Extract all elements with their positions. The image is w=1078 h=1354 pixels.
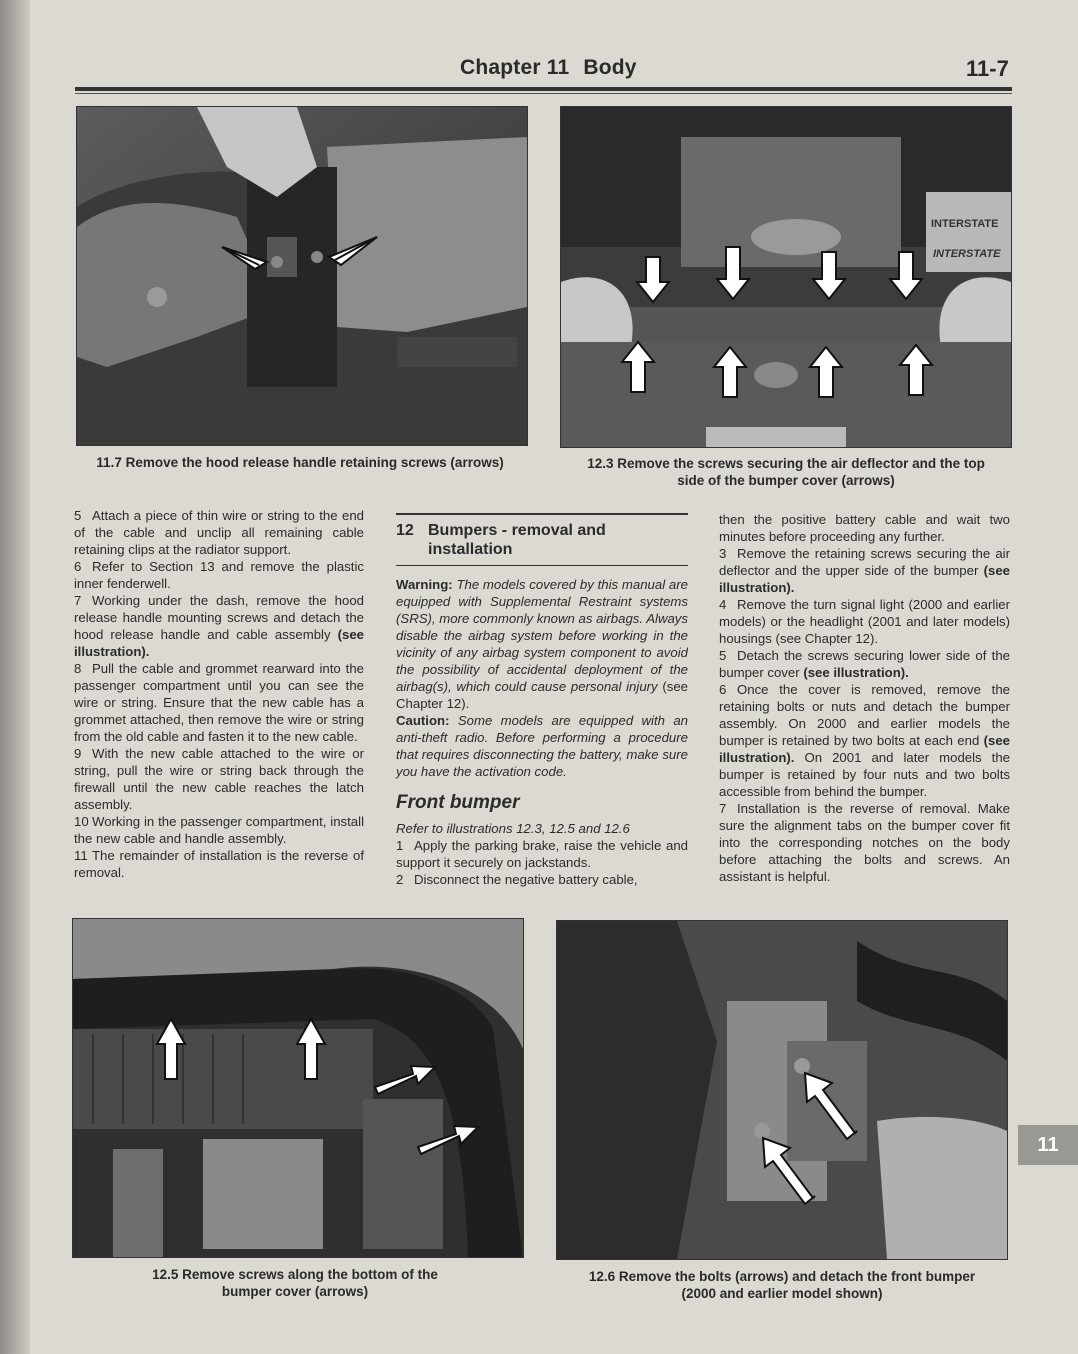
header-rule — [75, 87, 1012, 91]
caption-fig-12-5-line1: 12.5 Remove screws along the bottom of the — [152, 1267, 438, 1282]
page-number: 11-7 — [966, 56, 1009, 81]
illustration-reference: Refer to illustrations 12.3, 12.5 and 12.6 — [396, 821, 630, 836]
battery-label-top: INTERSTATE — [931, 218, 999, 230]
paragraph-8: 8 Pull the cable and grommet rearward into the passenger compartment until you can see the wire or string. Ensure that the new cable has a grommet attached, then remove the wire or string from the old cable and fasten it to the new cable. — [74, 661, 364, 744]
step-2-continued: then the positive battery cable and wait two minutes before proceeding any further. — [719, 512, 1010, 544]
chapter-thumb-tab: 11 — [1018, 1125, 1078, 1165]
section-rule-top — [396, 513, 688, 515]
battery-label-bottom: INTERSTATE — [933, 248, 1001, 260]
step-1: 1 Apply the parking brake, raise the vehicle and support it securely on jackstands. — [396, 838, 688, 870]
photo-bumper-underside — [72, 918, 524, 1258]
caption-fig-12-3 — [560, 455, 1012, 489]
paragraph-11: 11 The remainder of installation is the reverse of removal. — [74, 848, 364, 880]
text-column-middle — [396, 513, 688, 888]
text-column-left — [74, 507, 364, 881]
step-7: 7 Installation is the reverse of removal. Make sure the alignment tabs on the bumper cover fit into the corresponding notches on the body before attaching the bolts and screws. An assistant is helpful. — [719, 801, 1010, 884]
paragraph-5: 5 Attach a piece of thin wire or string to the end of the cable and unclip all remaining cable retaining clips at the radiator support. — [74, 508, 364, 557]
caption-fig-12-3-line1: 12.3 Remove the screws securing the air deflector and the top — [587, 456, 985, 471]
header-rule-thin — [75, 93, 1012, 94]
caption-fig-12-6-line1: 12.6 Remove the bolts (arrows) and detach the front bumper — [588, 1269, 976, 1284]
subheading-front-bumper: Front bumper — [396, 792, 520, 813]
paragraph-7: 7 Working under the dash, remove the hood release handle mounting screws and detach the hood release handle and cable assembly (see illustration). — [74, 593, 364, 659]
caption-fig-12-6-line2: (2000 and earlier model shown) — [681, 1286, 883, 1301]
step-4: 4 Remove the turn signal light (2000 and earlier models) or the headlight (2001 and later models) housings (see Chapter 12). — [719, 597, 1010, 646]
section-heading: 12 Bumpers - removal and installation — [396, 522, 606, 558]
paragraph-10: 10 Working in the passenger compartment, install the new cable and handle assembly. — [74, 814, 364, 846]
step-3: 3 Remove the retaining screws securing the air deflector and the upper side of the bumper (see illustration). — [719, 546, 1010, 595]
text-column-right — [719, 511, 1010, 885]
photo-bumper-bolts — [556, 920, 1008, 1260]
section-rule-bottom — [396, 565, 688, 566]
step-5: 5 Detach the screws securing lower side of the bumper cover (see illustration). — [719, 648, 1010, 680]
caution-note: Caution: Some models are equipped with an anti-theft radio. Before performing a procedure that requires disconnecting the battery, make sure you have the activation code. — [396, 713, 688, 779]
step-2: 2 Disconnect the negative battery cable, — [396, 872, 638, 887]
photo-hood-release-handle — [76, 106, 528, 446]
illustration-ref: (see illustration). — [74, 627, 364, 659]
caption-fig-12-3-line2: side of the bumper cover (arrows) — [677, 473, 895, 488]
paragraph-6: 6 Refer to Section 13 and remove the plastic inner fenderwell. — [74, 559, 364, 591]
book-binding-shadow — [0, 0, 30, 1354]
paragraph-9: 9 With the new cable attached to the wire or string, pull the wire or string back through the firewall until the new cable reaches the latch assembly. — [74, 746, 364, 812]
caption-fig-12-5-line2: bumper cover (arrows) — [221, 1284, 369, 1299]
step-6: 6 Once the cover is removed, remove the retaining bolts or nuts and detach the bumper assembly. On 2000 and earlier models the bumper is retained by two bolts at each end (see illustration). On 2001 and later models the bumper is retained by four nuts and two bolts accessible from behind the bumper. — [719, 682, 1010, 799]
caption-fig-11-7: 11.7 Remove the hood release handle retaining screws (arrows) — [96, 455, 504, 470]
warning-note: Warning: The models covered by this manual are equipped with Supplemental Restraint systems (SRS), more commonly known as airbags. Always disable the airbag system before working in the vicinity of any airbag system component to avoid the possibility of accidental deployment of the airbag(s), which could cause personal injury (see Chapter 12). — [396, 577, 688, 711]
page-header-title: Chapter 11 Body — [460, 56, 637, 79]
caption-fig-12-5 — [110, 1266, 480, 1300]
caption-fig-12-6 — [556, 1268, 1008, 1302]
photo-engine-bay-air-deflector — [560, 106, 1012, 448]
